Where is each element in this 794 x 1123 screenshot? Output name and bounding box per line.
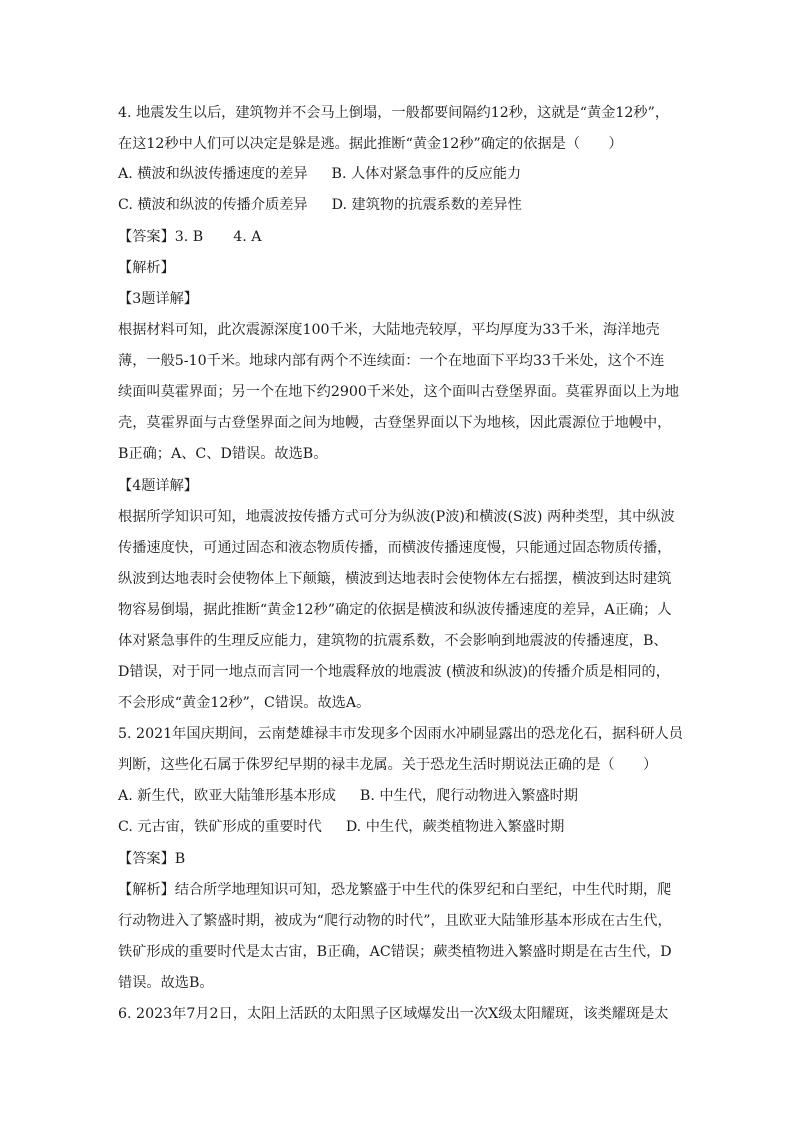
q4-options-row-1 (118, 164, 521, 184)
q4-option-c: C. 横波和纵波的传播介质差异 (118, 197, 308, 213)
q5-stem-line-1: 5. 2021年国庆期间，云南楚雄禄丰市发现多个因雨水冲刷显露出的恐龙化石，据科研人员 (118, 726, 683, 742)
q5-analysis-line-1: 【解析】结合所学地理知识可知，恐龙繁盛于中生代的侏罗纪和白垩纪，中生代时期，爬 (118, 882, 672, 898)
q4-option-a: A. 横波和纵波传播速度的差异 (118, 166, 308, 182)
q4-options-row-2 (118, 195, 522, 215)
q4-detail-line-6: D错误，对于同一地点而言同一个地震释放的地震波 (横波和纵波)的传播介质是相同的， (118, 664, 670, 680)
q5-analysis-line-4: 错误。故选B。 (118, 975, 214, 991)
analysis-heading: 【解析】 (118, 260, 175, 276)
q3-detail-line-3: 续面叫莫霍界面；另一个在地下约2900千米处，这个面叫古登堡界面。莫霍界面以上为地 (118, 384, 680, 400)
q4-detail-line-5: 体对紧急事件的生理反应能力，建筑物的抗震系数，不会影响到地震波的传播速度，B、 (118, 633, 668, 649)
q5-option-d: D. 中生代，蕨类植物进入繁盛时期 (345, 819, 565, 835)
q5-option-b: B. 中生代，爬行动物进入繁盛时期 (359, 788, 578, 804)
q5-analysis-line-3: 铁矿形成的重要时代是太古宙，B正确，AC错误；蕨类植物进入繁盛时期是在古生代，D (118, 944, 672, 960)
q4-detail-line-2: 传播速度快，可通过固态和液态物质传播，而横波传播速度慢，只能通过固态物质传播， (118, 540, 672, 556)
q4-stem-line-1: 4. 地震发生以后，建筑物并不会马上倒塌，一般都要间隔约12秒，这就是“黄金12秒”， (118, 105, 670, 121)
q5-options-row-1 (118, 786, 578, 806)
q4-option-b: B. 人体对紧急事件的反应能力 (331, 166, 522, 182)
q3-detail-line-5: B正确；A、C、D错误。故选B。 (118, 446, 328, 462)
q5-analysis-line-2: 行动物进入了繁盛时期，被成为“爬行动物的时代”，且欧亚大陆雏形基本形成在古生代， (118, 913, 672, 929)
q4-option-d: D. 建筑物的抗震系数的差异性 (331, 197, 522, 213)
q6-stem-line-1: 6. 2023年7月2日，太阳上活跃的太阳黑子区域爆发出一次X级太阳耀斑，该类耀斑是太 (118, 1006, 669, 1022)
q5-options-row-2 (118, 817, 564, 837)
q4-detail-line-7: 不会形成“黄金12秒”，C错误。故选A。 (118, 695, 371, 711)
answer-3-4 (118, 227, 262, 247)
q3-detail-heading: 【3题详解】 (118, 291, 198, 307)
answer-3: 【答案】3. B (118, 229, 204, 245)
q3-detail-line-2: 薄，一般5-10千米。地球内部有两个不连续面：一个在地面下平均33千米处，这个不连 (118, 353, 665, 369)
q4-detail-heading: 【4题详解】 (118, 478, 198, 494)
q4-detail-line-4: 物容易倒塌，据此推断“黄金12秒”确定的依据是横波和纵波传播速度的差异，A正确；人 (118, 602, 672, 618)
q5-option-c: C. 元古宙，铁矿形成的重要时代 (118, 819, 322, 835)
q5-stem-line-2: 判断，这些化石属于侏罗纪早期的禄丰龙属。关于恐龙生活时期说法正确的是（ ） (118, 757, 658, 773)
q4-stem-line-2: 在这12秒中人们可以决定是躲是逃。据此推断“黄金12秒”确定的依据是（ ） (118, 136, 623, 152)
q4-detail-line-1: 根据所学知识可知，地震波按传播方式可分为纵波(P波)和横波(S波) 两种类型，其中纵波 (118, 509, 675, 525)
q5-option-a: A. 新生代，欧亚大陆雏形基本形成 (118, 788, 336, 804)
answer-5: 【答案】B (118, 851, 186, 867)
answer-4: 4. A (233, 229, 262, 245)
q3-detail-line-4: 壳，莫霍界面与古登堡界面之间为地幔，古登堡界面以下为地核，因此震源位于地幔中， (118, 415, 672, 431)
q4-detail-line-3: 纵波到达地表时会使物体上下颠簸，横波到达地表时会使物体左右摇摆，横波到达时建筑 (118, 571, 672, 587)
q3-detail-line-1: 根据材料可知，此次震源深度100千米，大陆地壳较厚，平均厚度为33千米，海洋地壳 (118, 322, 660, 338)
